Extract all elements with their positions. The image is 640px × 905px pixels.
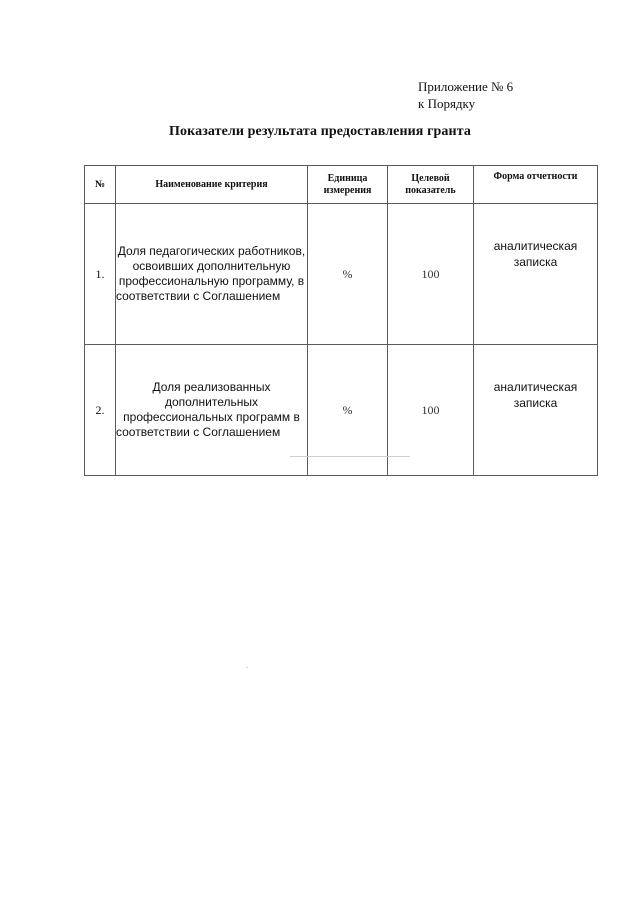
row-form-line1: аналитическая (493, 380, 578, 394)
table-header-row (85, 166, 598, 204)
row-number: 1. (85, 204, 116, 345)
header-unit-line1: Единица (327, 172, 368, 184)
row-target: 100 (388, 345, 474, 476)
appendix-reference (418, 78, 513, 112)
row-criterion: Доля реализованных дополнительных профессиональных программ в соответствии с Соглашением (116, 345, 308, 476)
row-criterion: Доля педагогических работников, освоивших дополнительную профессиональную программу, в соответствии с Соглашением (116, 204, 308, 345)
appendix-order: к Порядку (418, 96, 476, 111)
row-target: 100 (388, 204, 474, 345)
table-row (85, 204, 598, 345)
header-unit-line2: измерения (323, 184, 372, 196)
header-unit (308, 166, 388, 204)
row-form (474, 345, 598, 476)
row-form (474, 204, 598, 345)
row-form-line1: аналитическая (493, 239, 578, 253)
header-target-line2: показатель (405, 184, 456, 196)
scan-speck (290, 456, 410, 457)
row-unit: % (308, 345, 388, 476)
row-number: 2. (85, 345, 116, 476)
header-target (388, 166, 474, 204)
header-number: № (85, 166, 116, 204)
document-title: Показатели результата предоставления гранта (169, 124, 471, 139)
scan-speck (246, 667, 248, 668)
row-form-line2: записка (513, 255, 558, 269)
header-form: Форма отчетности (474, 166, 598, 204)
results-table (84, 165, 598, 476)
row-unit: % (308, 204, 388, 345)
appendix-number: Приложение № 6 (418, 79, 514, 94)
header-target-line1: Целевой (411, 172, 450, 184)
row-form-line2: записка (513, 396, 558, 410)
header-criterion: Наименование критерия (116, 166, 308, 204)
